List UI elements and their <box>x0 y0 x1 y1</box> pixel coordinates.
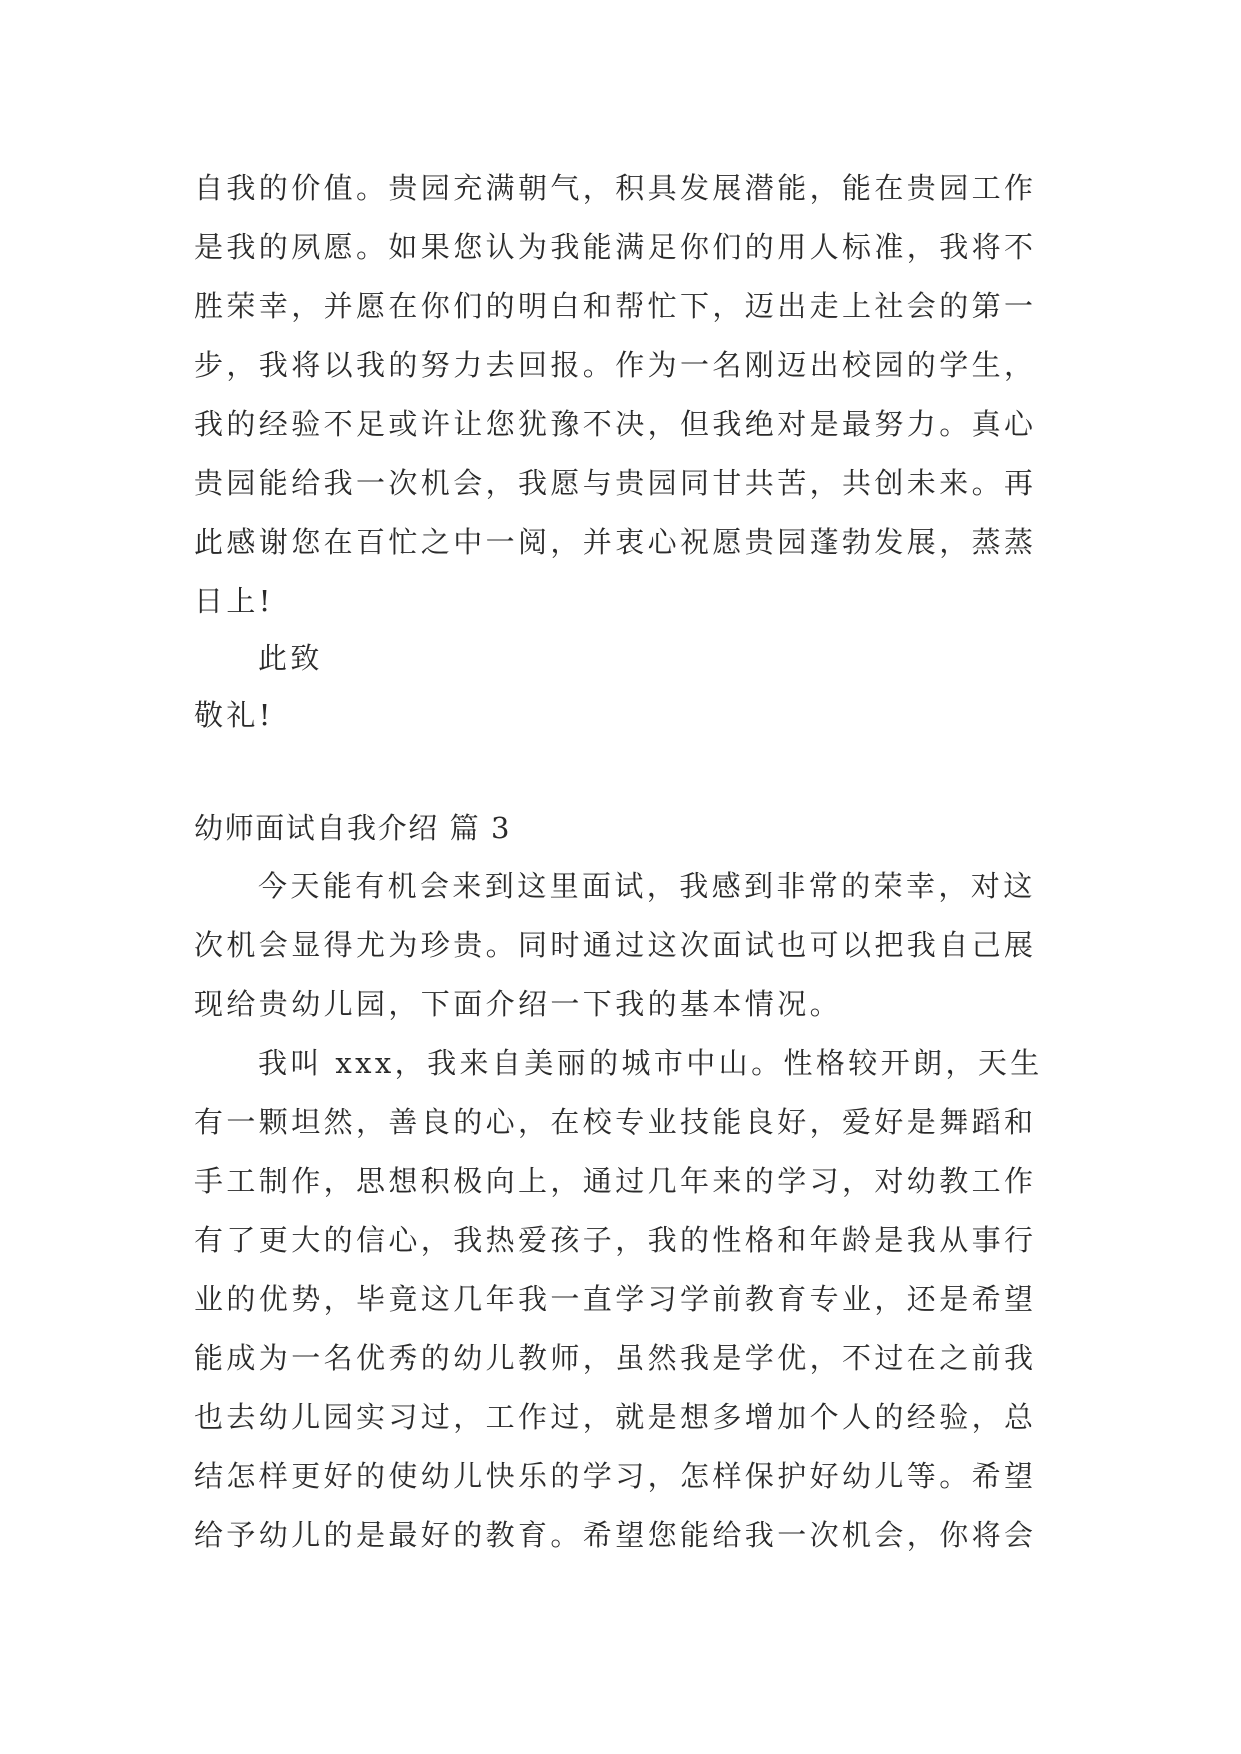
body-line: 是我的夙愿。如果您认为我能满足你们的用人标准，我将不 <box>194 230 1037 264</box>
body-line: 贵园能给我一次机会，我愿与贵园同甘共苦，共创未来。再 <box>194 466 1037 500</box>
body-line: 日上! <box>194 584 274 618</box>
paragraph-line: 能成为一名优秀的幼儿教师，虽然我是学优，不过在之前我 <box>194 1341 1037 1375</box>
body-line: 步，我将以我的努力去回报。作为一名刚迈出校园的学生， <box>194 348 1037 382</box>
paragraph-line: 今天能有机会来到这里面试，我感到非常的荣幸，对这 <box>258 869 1036 903</box>
body-line: 自我的价值。贵园充满朝气，积具发展潜能，能在贵园工作 <box>194 171 1037 205</box>
closing-regards: 敬礼! <box>194 698 274 732</box>
paragraph-line: 有一颗坦然，善良的心，在校专业技能良好，爱好是舞蹈和 <box>194 1105 1037 1139</box>
paragraph-line: 结怎样更好的使幼儿快乐的学习，怎样保护好幼儿等。希望 <box>194 1459 1037 1493</box>
paragraph-line: 次机会显得尤为珍贵。同时通过这次面试也可以把我自己展 <box>194 928 1037 962</box>
paragraph-line: 给予幼儿的是最好的教育。希望您能给我一次机会，你将会 <box>194 1518 1037 1552</box>
paragraph-line: 我叫 xxx，我来自美丽的城市中山。性格较开朗，天生 <box>258 1046 1043 1080</box>
paragraph-line: 现给贵幼儿园，下面介绍一下我的基本情况。 <box>194 987 843 1021</box>
paragraph-line: 也去幼儿园实习过，工作过，就是想多增加个人的经验，总 <box>194 1400 1037 1434</box>
body-line: 此感谢您在百忙之中一阅，并衷心祝愿贵园蓬勃发展，蒸蒸 <box>194 525 1037 559</box>
section-title: 幼师面试自我介绍 篇 3 <box>194 811 512 845</box>
body-line: 我的经验不足或许让您犹豫不决，但我绝对是最努力。真心 <box>194 407 1037 441</box>
paragraph-line: 有了更大的信心，我热爱孩子，我的性格和年龄是我从事行 <box>194 1223 1037 1257</box>
closing-salutation: 此致 <box>258 641 323 675</box>
body-line: 胜荣幸，并愿在你们的明白和帮忙下，迈出走上社会的第一 <box>194 289 1037 323</box>
paragraph-line: 业的优势，毕竟这几年我一直学习学前教育专业，还是希望 <box>194 1282 1037 1316</box>
paragraph-line: 手工制作，思想积极向上，通过几年来的学习，对幼教工作 <box>194 1164 1037 1198</box>
